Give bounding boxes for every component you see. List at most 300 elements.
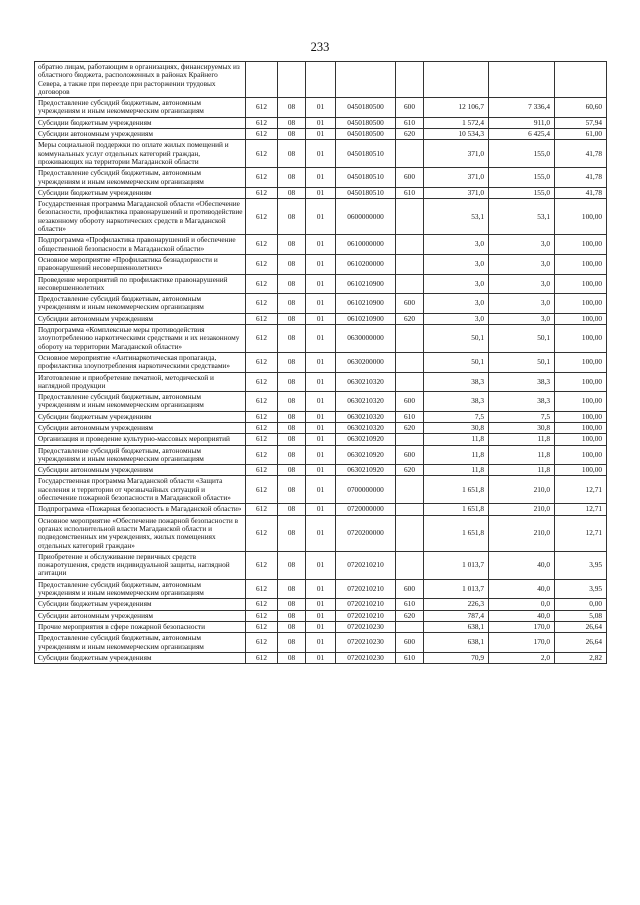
cell-planned: 12 106,7 bbox=[424, 98, 489, 118]
cell-admin-code: 612 bbox=[246, 515, 278, 551]
cell-section: 08 bbox=[278, 294, 306, 314]
cell-target-article: 0630210320 bbox=[336, 392, 396, 412]
cell-admin-code: 612 bbox=[246, 434, 278, 445]
cell-planned: 3,0 bbox=[424, 235, 489, 255]
cell-section: 08 bbox=[278, 117, 306, 128]
cell-planned: 38,3 bbox=[424, 392, 489, 412]
cell-executed: 50,1 bbox=[489, 325, 555, 353]
cell-subsection: 01 bbox=[306, 476, 336, 504]
cell-expense-type: 610 bbox=[396, 599, 424, 610]
cell-section: 08 bbox=[278, 476, 306, 504]
table-row bbox=[35, 579, 607, 599]
cell-percent: 100,00 bbox=[555, 352, 607, 372]
cell-section bbox=[278, 62, 306, 98]
cell-admin-code: 612 bbox=[246, 294, 278, 314]
cell-subsection: 01 bbox=[306, 313, 336, 324]
cell-percent: 41,78 bbox=[555, 187, 607, 198]
cell-target-article: 0450180500 bbox=[336, 129, 396, 140]
cell-name: Предоставление субсидий бюджетным, автономным учреждениям и иным некоммерческим организациям bbox=[35, 294, 246, 314]
cell-name: Основное мероприятие «Антинаркотическая пропаганда, профилактика злоупотребления наркотическими средствами» bbox=[35, 352, 246, 372]
cell-name: Субсидии автономным учреждениям bbox=[35, 422, 246, 433]
cell-target-article: 0450180500 bbox=[336, 98, 396, 118]
table-row bbox=[35, 515, 607, 551]
cell-executed: 3,0 bbox=[489, 254, 555, 274]
cell-percent: 12,71 bbox=[555, 476, 607, 504]
cell-percent: 100,00 bbox=[555, 372, 607, 392]
cell-executed: 3,0 bbox=[489, 294, 555, 314]
cell-expense-type bbox=[396, 274, 424, 294]
cell-expense-type: 600 bbox=[396, 579, 424, 599]
cell-executed: 210,0 bbox=[489, 476, 555, 504]
cell-target-article: 0720210230 bbox=[336, 621, 396, 632]
cell-name: Приобретение и обслуживание первичных средств пожаротушения, средств индивидуальной защиты, наглядной агитации bbox=[35, 551, 246, 579]
table-row bbox=[35, 633, 607, 653]
cell-name: Подпрограмма «Профилактика правонарушений и обеспечение общественной безопасности в Магаданской области» bbox=[35, 235, 246, 255]
cell-expense-type bbox=[396, 235, 424, 255]
cell-planned: 638,1 bbox=[424, 621, 489, 632]
cell-planned: 1 651,8 bbox=[424, 504, 489, 515]
cell-name: Организация и проведение культурно-массовых мероприятий bbox=[35, 434, 246, 445]
cell-name: Подпрограмма «Комплексные меры противодействия злоупотреблению наркотическими средствами и их незаконному обороту на территории Магаданской области» bbox=[35, 325, 246, 353]
cell-executed: 170,0 bbox=[489, 633, 555, 653]
cell-subsection: 01 bbox=[306, 504, 336, 515]
cell-target-article: 0630000000 bbox=[336, 325, 396, 353]
cell-executed: 155,0 bbox=[489, 140, 555, 168]
cell-section: 08 bbox=[278, 610, 306, 621]
cell-admin-code: 612 bbox=[246, 551, 278, 579]
cell-section: 08 bbox=[278, 551, 306, 579]
cell-admin-code: 612 bbox=[246, 140, 278, 168]
cell-planned: 7,5 bbox=[424, 411, 489, 422]
table-row bbox=[35, 465, 607, 476]
cell-admin-code bbox=[246, 62, 278, 98]
cell-name: Предоставление субсидий бюджетным, автономным учреждениям и иным некоммерческим организациям bbox=[35, 392, 246, 412]
cell-executed: 40,0 bbox=[489, 610, 555, 621]
cell-planned: 50,1 bbox=[424, 325, 489, 353]
cell-target-article: 0630210920 bbox=[336, 465, 396, 476]
cell-section: 08 bbox=[278, 652, 306, 663]
cell-planned: 371,0 bbox=[424, 168, 489, 188]
cell-section: 08 bbox=[278, 372, 306, 392]
cell-percent: 41,78 bbox=[555, 140, 607, 168]
cell-name: Субсидии автономным учреждениям bbox=[35, 610, 246, 621]
cell-section: 08 bbox=[278, 168, 306, 188]
cell-expense-type bbox=[396, 504, 424, 515]
cell-executed: 210,0 bbox=[489, 515, 555, 551]
cell-expense-type bbox=[396, 515, 424, 551]
cell-admin-code: 612 bbox=[246, 465, 278, 476]
cell-admin-code: 612 bbox=[246, 199, 278, 235]
cell-planned: 38,3 bbox=[424, 372, 489, 392]
table-row bbox=[35, 274, 607, 294]
cell-planned: 11,8 bbox=[424, 465, 489, 476]
cell-section: 08 bbox=[278, 434, 306, 445]
cell-percent: 3,95 bbox=[555, 579, 607, 599]
cell-target-article: 0720200000 bbox=[336, 515, 396, 551]
cell-executed: 210,0 bbox=[489, 504, 555, 515]
cell-planned: 11,8 bbox=[424, 445, 489, 465]
cell-subsection: 01 bbox=[306, 551, 336, 579]
cell-executed bbox=[489, 62, 555, 98]
table-row bbox=[35, 621, 607, 632]
cell-executed: 50,1 bbox=[489, 352, 555, 372]
cell-percent: 100,00 bbox=[555, 434, 607, 445]
cell-admin-code: 612 bbox=[246, 652, 278, 663]
cell-target-article: 0720210230 bbox=[336, 652, 396, 663]
table-row bbox=[35, 254, 607, 274]
cell-subsection: 01 bbox=[306, 235, 336, 255]
cell-name: Предоставление субсидий бюджетным, автономным учреждениям и иным некоммерческим организациям bbox=[35, 445, 246, 465]
cell-name: Проведение мероприятий по профилактике правонарушений несовершеннолетних bbox=[35, 274, 246, 294]
cell-subsection: 01 bbox=[306, 411, 336, 422]
cell-target-article: 0630210320 bbox=[336, 411, 396, 422]
table-row bbox=[35, 140, 607, 168]
cell-expense-type: 620 bbox=[396, 313, 424, 324]
cell-executed: 3,0 bbox=[489, 235, 555, 255]
cell-percent: 100,00 bbox=[555, 254, 607, 274]
cell-percent: 61,00 bbox=[555, 129, 607, 140]
cell-admin-code: 612 bbox=[246, 129, 278, 140]
cell-subsection: 01 bbox=[306, 372, 336, 392]
table-row bbox=[35, 199, 607, 235]
budget-table bbox=[34, 61, 607, 664]
cell-expense-type: 600 bbox=[396, 168, 424, 188]
cell-admin-code: 612 bbox=[246, 313, 278, 324]
cell-name: Субсидии автономным учреждениям bbox=[35, 465, 246, 476]
cell-planned: 53,1 bbox=[424, 199, 489, 235]
table-row bbox=[35, 117, 607, 128]
cell-executed: 11,8 bbox=[489, 465, 555, 476]
table-row bbox=[35, 168, 607, 188]
cell-executed: 0,0 bbox=[489, 599, 555, 610]
table-row bbox=[35, 599, 607, 610]
page-number: 233 bbox=[310, 40, 330, 54]
cell-expense-type bbox=[396, 199, 424, 235]
cell-section: 08 bbox=[278, 411, 306, 422]
cell-subsection: 01 bbox=[306, 599, 336, 610]
table-row bbox=[35, 411, 607, 422]
table-row bbox=[35, 422, 607, 433]
cell-section: 08 bbox=[278, 254, 306, 274]
cell-expense-type: 610 bbox=[396, 187, 424, 198]
cell-target-article: 0600000000 bbox=[336, 199, 396, 235]
cell-admin-code: 612 bbox=[246, 579, 278, 599]
cell-planned: 30,8 bbox=[424, 422, 489, 433]
cell-percent: 12,71 bbox=[555, 515, 607, 551]
cell-percent bbox=[555, 62, 607, 98]
cell-planned: 50,1 bbox=[424, 352, 489, 372]
cell-section: 08 bbox=[278, 140, 306, 168]
cell-subsection: 01 bbox=[306, 98, 336, 118]
cell-executed: 53,1 bbox=[489, 199, 555, 235]
cell-section: 08 bbox=[278, 465, 306, 476]
cell-name: Изготовление и приобретение печатной, методической и наглядной продукции bbox=[35, 372, 246, 392]
cell-percent: 12,71 bbox=[555, 504, 607, 515]
cell-planned: 226,3 bbox=[424, 599, 489, 610]
cell-percent: 100,00 bbox=[555, 313, 607, 324]
cell-name: Субсидии бюджетным учреждениям bbox=[35, 411, 246, 422]
cell-planned: 3,0 bbox=[424, 254, 489, 274]
cell-executed: 40,0 bbox=[489, 551, 555, 579]
cell-section: 08 bbox=[278, 235, 306, 255]
cell-name: Субсидии бюджетным учреждениям bbox=[35, 187, 246, 198]
cell-percent: 60,60 bbox=[555, 98, 607, 118]
cell-section: 08 bbox=[278, 579, 306, 599]
cell-target-article bbox=[336, 62, 396, 98]
cell-expense-type bbox=[396, 434, 424, 445]
cell-admin-code: 612 bbox=[246, 504, 278, 515]
cell-expense-type: 620 bbox=[396, 129, 424, 140]
cell-name: обратно лицам, работающим в организациях, финансируемых из областного бюджета, расположенных в районах Крайнего Севера, а также при переезде при расторжении трудовых договоров bbox=[35, 62, 246, 98]
cell-executed: 155,0 bbox=[489, 187, 555, 198]
cell-target-article: 0450180510 bbox=[336, 187, 396, 198]
cell-admin-code: 612 bbox=[246, 599, 278, 610]
cell-executed: 7 336,4 bbox=[489, 98, 555, 118]
cell-section: 08 bbox=[278, 129, 306, 140]
budget-table-body bbox=[35, 62, 607, 664]
cell-subsection: 01 bbox=[306, 168, 336, 188]
cell-section: 08 bbox=[278, 445, 306, 465]
cell-target-article: 0720210210 bbox=[336, 610, 396, 621]
cell-subsection: 01 bbox=[306, 445, 336, 465]
cell-subsection: 01 bbox=[306, 465, 336, 476]
cell-percent: 100,00 bbox=[555, 465, 607, 476]
cell-admin-code: 612 bbox=[246, 610, 278, 621]
cell-section: 08 bbox=[278, 504, 306, 515]
cell-expense-type bbox=[396, 621, 424, 632]
cell-executed: 38,3 bbox=[489, 372, 555, 392]
cell-admin-code: 612 bbox=[246, 352, 278, 372]
cell-target-article: 0610210900 bbox=[336, 294, 396, 314]
cell-target-article: 0720000000 bbox=[336, 504, 396, 515]
cell-admin-code: 612 bbox=[246, 274, 278, 294]
cell-admin-code: 612 bbox=[246, 325, 278, 353]
cell-planned: 787,4 bbox=[424, 610, 489, 621]
cell-admin-code: 612 bbox=[246, 98, 278, 118]
cell-target-article: 0450180510 bbox=[336, 168, 396, 188]
cell-planned: 11,8 bbox=[424, 434, 489, 445]
cell-admin-code: 612 bbox=[246, 633, 278, 653]
cell-section: 08 bbox=[278, 515, 306, 551]
cell-name: Предоставление субсидий бюджетным, автономным учреждениям и иным некоммерческим организациям bbox=[35, 579, 246, 599]
cell-name: Основное мероприятие «Обеспечение пожарной безопасности в органах исполнительной власти Магаданской области и подведомственных им учреждениях, жилых помещениях отдельных категорий граждан» bbox=[35, 515, 246, 551]
cell-subsection: 01 bbox=[306, 199, 336, 235]
cell-name: Субсидии бюджетным учреждениям bbox=[35, 117, 246, 128]
cell-admin-code: 612 bbox=[246, 422, 278, 433]
cell-expense-type: 600 bbox=[396, 633, 424, 653]
table-row bbox=[35, 652, 607, 663]
cell-admin-code: 612 bbox=[246, 235, 278, 255]
cell-percent: 0,00 bbox=[555, 599, 607, 610]
cell-name: Прочие мероприятия в сфере пожарной безопасности bbox=[35, 621, 246, 632]
cell-section: 08 bbox=[278, 187, 306, 198]
cell-percent: 3,95 bbox=[555, 551, 607, 579]
table-row bbox=[35, 129, 607, 140]
cell-executed: 170,0 bbox=[489, 621, 555, 632]
cell-planned: 10 534,3 bbox=[424, 129, 489, 140]
cell-expense-type: 600 bbox=[396, 445, 424, 465]
table-row bbox=[35, 294, 607, 314]
cell-planned: 638,1 bbox=[424, 633, 489, 653]
table-row bbox=[35, 504, 607, 515]
cell-name: Основное мероприятие «Профилактика безнадзорности и правонарушений несовершеннолетних» bbox=[35, 254, 246, 274]
cell-section: 08 bbox=[278, 325, 306, 353]
cell-target-article: 0610210900 bbox=[336, 274, 396, 294]
cell-expense-type bbox=[396, 325, 424, 353]
cell-section: 08 bbox=[278, 392, 306, 412]
cell-subsection: 01 bbox=[306, 129, 336, 140]
cell-planned: 3,0 bbox=[424, 313, 489, 324]
table-row bbox=[35, 434, 607, 445]
cell-executed: 3,0 bbox=[489, 313, 555, 324]
cell-target-article: 0630210320 bbox=[336, 422, 396, 433]
cell-name: Предоставление субсидий бюджетным, автономным учреждениям и иным некоммерческим организациям bbox=[35, 98, 246, 118]
table-row bbox=[35, 372, 607, 392]
cell-expense-type: 610 bbox=[396, 411, 424, 422]
cell-executed: 911,0 bbox=[489, 117, 555, 128]
cell-expense-type: 600 bbox=[396, 392, 424, 412]
table-row bbox=[35, 445, 607, 465]
cell-percent: 100,00 bbox=[555, 294, 607, 314]
cell-planned: 3,0 bbox=[424, 274, 489, 294]
cell-expense-type bbox=[396, 352, 424, 372]
cell-admin-code: 612 bbox=[246, 621, 278, 632]
cell-percent: 100,00 bbox=[555, 392, 607, 412]
cell-target-article: 0450180500 bbox=[336, 117, 396, 128]
table-row bbox=[35, 187, 607, 198]
cell-target-article: 0630210920 bbox=[336, 434, 396, 445]
cell-admin-code: 612 bbox=[246, 476, 278, 504]
cell-executed: 6 425,4 bbox=[489, 129, 555, 140]
cell-name: Меры социальной поддержки по оплате жилых помещений и коммунальных услуг отдельных категорий граждан, проживающих на территории Магаданской области bbox=[35, 140, 246, 168]
cell-percent: 100,00 bbox=[555, 422, 607, 433]
cell-percent: 100,00 bbox=[555, 325, 607, 353]
cell-subsection: 01 bbox=[306, 434, 336, 445]
cell-section: 08 bbox=[278, 313, 306, 324]
table-row bbox=[35, 392, 607, 412]
cell-percent: 100,00 bbox=[555, 411, 607, 422]
cell-percent: 100,00 bbox=[555, 445, 607, 465]
cell-planned: 1 651,8 bbox=[424, 515, 489, 551]
cell-name: Предоставление субсидий бюджетным, автономным учреждениям и иным некоммерческим организациям bbox=[35, 633, 246, 653]
cell-target-article: 0610210900 bbox=[336, 313, 396, 324]
cell-planned: 1 651,8 bbox=[424, 476, 489, 504]
cell-subsection: 01 bbox=[306, 274, 336, 294]
cell-planned: 1 572,4 bbox=[424, 117, 489, 128]
cell-target-article: 0630200000 bbox=[336, 352, 396, 372]
cell-section: 08 bbox=[278, 274, 306, 294]
cell-expense-type: 620 bbox=[396, 610, 424, 621]
table-row bbox=[35, 98, 607, 118]
cell-percent: 2,82 bbox=[555, 652, 607, 663]
cell-target-article: 0450180510 bbox=[336, 140, 396, 168]
cell-name: Государственная программа Магаданской области «Защита населения и территории от чрезвычайных ситуаций и обеспечение пожарной безопасности в Магаданской области» bbox=[35, 476, 246, 504]
cell-expense-type: 620 bbox=[396, 422, 424, 433]
cell-executed: 11,8 bbox=[489, 445, 555, 465]
cell-expense-type bbox=[396, 551, 424, 579]
cell-expense-type: 610 bbox=[396, 117, 424, 128]
cell-subsection: 01 bbox=[306, 652, 336, 663]
cell-admin-code: 612 bbox=[246, 445, 278, 465]
cell-name: Субсидии автономным учреждениям bbox=[35, 129, 246, 140]
cell-executed: 11,8 bbox=[489, 434, 555, 445]
table-row bbox=[35, 62, 607, 98]
cell-section: 08 bbox=[278, 422, 306, 433]
cell-section: 08 bbox=[278, 633, 306, 653]
table-row bbox=[35, 325, 607, 353]
cell-subsection: 01 bbox=[306, 294, 336, 314]
table-row bbox=[35, 235, 607, 255]
cell-admin-code: 612 bbox=[246, 168, 278, 188]
cell-subsection: 01 bbox=[306, 515, 336, 551]
cell-subsection: 01 bbox=[306, 140, 336, 168]
cell-expense-type bbox=[396, 476, 424, 504]
cell-executed: 2,0 bbox=[489, 652, 555, 663]
cell-percent: 57,94 bbox=[555, 117, 607, 128]
cell-planned: 371,0 bbox=[424, 140, 489, 168]
cell-expense-type bbox=[396, 62, 424, 98]
cell-planned bbox=[424, 62, 489, 98]
table-row bbox=[35, 313, 607, 324]
cell-target-article: 0610000000 bbox=[336, 235, 396, 255]
cell-executed: 38,3 bbox=[489, 392, 555, 412]
cell-name: Подпрограмма «Пожарная безопасность в Магаданской области» bbox=[35, 504, 246, 515]
cell-planned: 1 013,7 bbox=[424, 551, 489, 579]
cell-executed: 40,0 bbox=[489, 579, 555, 599]
cell-target-article: 0700000000 bbox=[336, 476, 396, 504]
cell-admin-code: 612 bbox=[246, 187, 278, 198]
cell-planned: 1 013,7 bbox=[424, 579, 489, 599]
cell-subsection: 01 bbox=[306, 254, 336, 274]
cell-subsection: 01 bbox=[306, 610, 336, 621]
cell-expense-type bbox=[396, 372, 424, 392]
cell-target-article: 0630210920 bbox=[336, 445, 396, 465]
cell-target-article: 0720210210 bbox=[336, 599, 396, 610]
cell-planned: 70,9 bbox=[424, 652, 489, 663]
cell-section: 08 bbox=[278, 621, 306, 632]
cell-admin-code: 612 bbox=[246, 117, 278, 128]
cell-subsection: 01 bbox=[306, 579, 336, 599]
cell-admin-code: 612 bbox=[246, 372, 278, 392]
table-row bbox=[35, 352, 607, 372]
cell-executed: 7,5 bbox=[489, 411, 555, 422]
cell-name: Субсидии бюджетным учреждениям bbox=[35, 599, 246, 610]
cell-percent: 26,64 bbox=[555, 621, 607, 632]
cell-percent: 41,78 bbox=[555, 168, 607, 188]
cell-subsection: 01 bbox=[306, 422, 336, 433]
cell-subsection: 01 bbox=[306, 352, 336, 372]
cell-target-article: 0610200000 bbox=[336, 254, 396, 274]
cell-name: Государственная программа Магаданской области «Обеспечение безопасности, профилактика правонарушений и противодействие незаконному обороту наркотических средств в Магаданской области» bbox=[35, 199, 246, 235]
cell-expense-type: 620 bbox=[396, 465, 424, 476]
cell-section: 08 bbox=[278, 98, 306, 118]
table-row bbox=[35, 610, 607, 621]
cell-subsection: 01 bbox=[306, 633, 336, 653]
cell-expense-type bbox=[396, 254, 424, 274]
cell-section: 08 bbox=[278, 199, 306, 235]
cell-expense-type bbox=[396, 140, 424, 168]
cell-subsection: 01 bbox=[306, 392, 336, 412]
cell-subsection: 01 bbox=[306, 187, 336, 198]
cell-target-article: 0720210210 bbox=[336, 551, 396, 579]
cell-executed: 155,0 bbox=[489, 168, 555, 188]
cell-percent: 100,00 bbox=[555, 235, 607, 255]
cell-executed: 30,8 bbox=[489, 422, 555, 433]
cell-admin-code: 612 bbox=[246, 392, 278, 412]
cell-admin-code: 612 bbox=[246, 254, 278, 274]
cell-target-article: 0720210230 bbox=[336, 633, 396, 653]
cell-expense-type: 600 bbox=[396, 98, 424, 118]
